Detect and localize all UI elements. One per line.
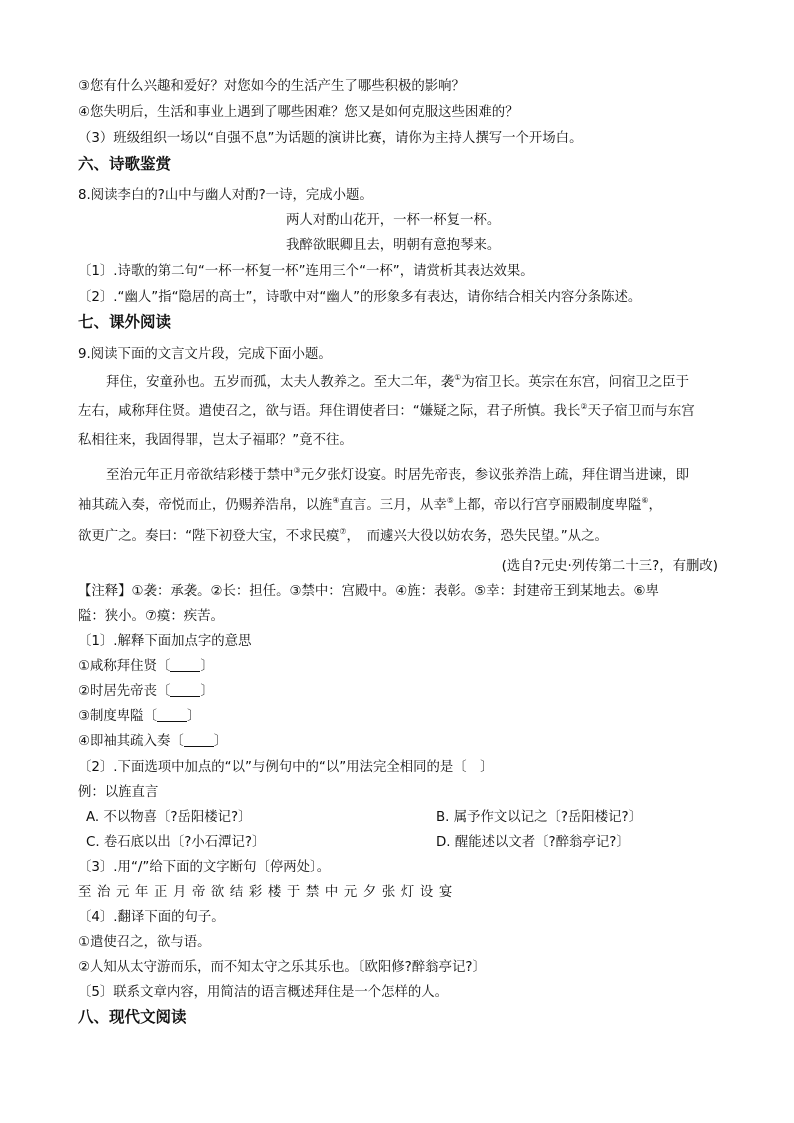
passage-text: 至治元年正月帝欲结彩楼于禁中 [106,468,294,483]
translation-item: ②人知从太守游而乐，而不知太守之乐其乐也。〔欧阳修?醉翁亭记?〕 [78,960,486,975]
passage-line [78,496,718,516]
example-line: 例：以旌直言 [78,785,159,800]
q9-subquestion-1: 〔1〕.解释下面加点字的意思 [78,634,252,649]
question-line: （3）班级组织一场以“自强不息”为话题的演讲比赛，请你为主持人撰写一个开场白。 [78,131,583,146]
poem-line: 我醉欲眠卿且去，明朝有意抱琴来。 [286,238,501,253]
q9-intro: 9.阅读下面的文言文片段，完成下面小题。 [78,347,332,362]
vocab-text: ①咸称拜住贤〔 [78,659,171,674]
q9-subquestion-4: 〔4〕.翻译下面的句子。 [78,910,225,925]
close-paren: 〕 [200,659,214,674]
option-c[interactable]: C. 卷石底以出〔?小石潭记?〕 [86,835,266,850]
annotation-line: 【注释】①袭：承袭。②长：担任。③禁中：宫殿中。④旌：表彰。⑤幸：封建帝王到某地去。⑥卑 [78,584,659,599]
passage-text: 左右，咸称拜住贤。遣使召之，欲与语。拜住谓使者曰：“嫌疑之际，君子所慎。我长 [78,404,581,419]
annotation-line: 隘：狭小。⑦瘼：疾苦。 [78,609,224,624]
passage-text: 上都，帝以行宫亨丽殿制度卑隘 [453,498,642,513]
option-a[interactable]: A. 不以物喜〔?岳阳楼记?〕 [86,810,252,825]
passage-text: ， [648,498,662,513]
vocab-text: ②时居先帝丧〔 [78,684,171,699]
section-heading-modern-reading: 八、现代文阅读 [78,1008,187,1026]
vocab-item [78,657,718,677]
note-marker: ① [454,373,462,382]
close-paren: 〕 [186,709,201,724]
q9-subquestion-3: 〔3〕.用“/”给下面的文字断句〔停两处〕。 [78,860,331,875]
close-paren: 〕 [213,734,228,749]
answer-blank[interactable] [157,707,187,722]
passage-line [78,527,718,547]
vocab-text: ④即袖其疏入奏〔 [78,734,184,749]
question-line: ③您有什么兴趣和爱好？对您如今的生活产生了哪些积极的影响？ [78,79,465,94]
note-marker: ⑤ [446,496,454,505]
q9-subquestion-5: 〔5〕联系文章内容，用简洁的语言概述拜住是一个怎样的人。 [78,985,449,1000]
passage-text: 袖其疏入奏，帝悦而止，仍赐养浩帛，以旌 [78,498,333,513]
option-d[interactable]: D. 醒能述以文者〔?醉翁亭记?〕 [436,835,630,850]
question-line: ④您失明后，生活和事业上遇到了哪些困难？您又是如何克服这些困难的？ [78,105,519,120]
note-marker: ⑦ [339,527,347,536]
answer-blank[interactable] [170,682,200,697]
sentence-to-punctuate: 至治元年正月帝欲结彩楼于禁中元夕张灯设宴 [78,885,458,900]
option-b[interactable]: B. 属予作文以记之〔?岳阳楼记?〕 [436,810,642,825]
passage-line: 私相往来，我固得罪，岂太子福耶？”竟不往。 [78,433,353,448]
q8-intro: 8.阅读李白的?山中与幽人对酌?一诗，完成小题。 [78,188,373,203]
section-heading-reading: 七、课外阅读 [78,313,172,331]
passage-text: ， 而遽兴大役以妨农务，恐失民望。”从之。 [346,529,608,544]
section-heading-poetry: 六、诗歌鉴赏 [78,155,172,173]
vocab-item [78,732,718,752]
vocab-item [78,682,718,702]
note-marker: ④ [332,496,340,505]
note-marker: ③ [293,466,301,475]
passage-text: 为宿卫长。英宗在东宫，问宿卫之臣于 [461,375,689,390]
passage-text: 直言。三月，从幸 [339,498,447,513]
translation-item: ①遣使召之，欲与语。 [78,935,211,950]
passage-text: 天子宿卫而与东宫 [587,404,695,419]
q8-subquestion-2: 〔2〕.“幽人”指“隐居的高士”，诗歌中对“幽人”的形象多有表达，请你结合相关内容分条陈述。 [78,290,642,305]
passage-text: 欲更广之。奏曰：“陛下初登大宝，不求民瘼 [78,529,340,544]
vocab-text: ③制度卑隘〔 [78,709,157,724]
passage-line [106,373,746,393]
q8-subquestion-1: 〔1〕.诗歌的第二句“一杯一杯复一杯”连用三个“一杯”，请赏析其表达效果。 [78,264,534,279]
passage-line [106,466,746,486]
note-marker: ② [580,402,588,411]
passage-line [78,402,718,422]
answer-blank[interactable] [170,657,200,672]
passage-source: (选自?元史·列传第二十三?，有删改) [501,559,718,574]
answer-blank[interactable] [184,732,214,747]
passage-text: 元夕张灯设宴。时居先帝丧，参议张养浩上疏，拜住谓当进谏，即 [300,468,689,483]
note-marker: ⑥ [641,496,649,505]
passage-text: 拜住，安童孙也。五岁而孤，太夫人教养之。至大二年，袭 [106,375,455,390]
poem-line: 两人对酌山花开，一杯一杯复一杯。 [286,213,501,228]
q9-subquestion-2: 〔2〕.下面选项中加点的“以”与例句中的“以”用法完全相同的是〔 〕 [78,760,494,775]
vocab-item [78,707,718,727]
close-paren: 〕 [200,684,214,699]
